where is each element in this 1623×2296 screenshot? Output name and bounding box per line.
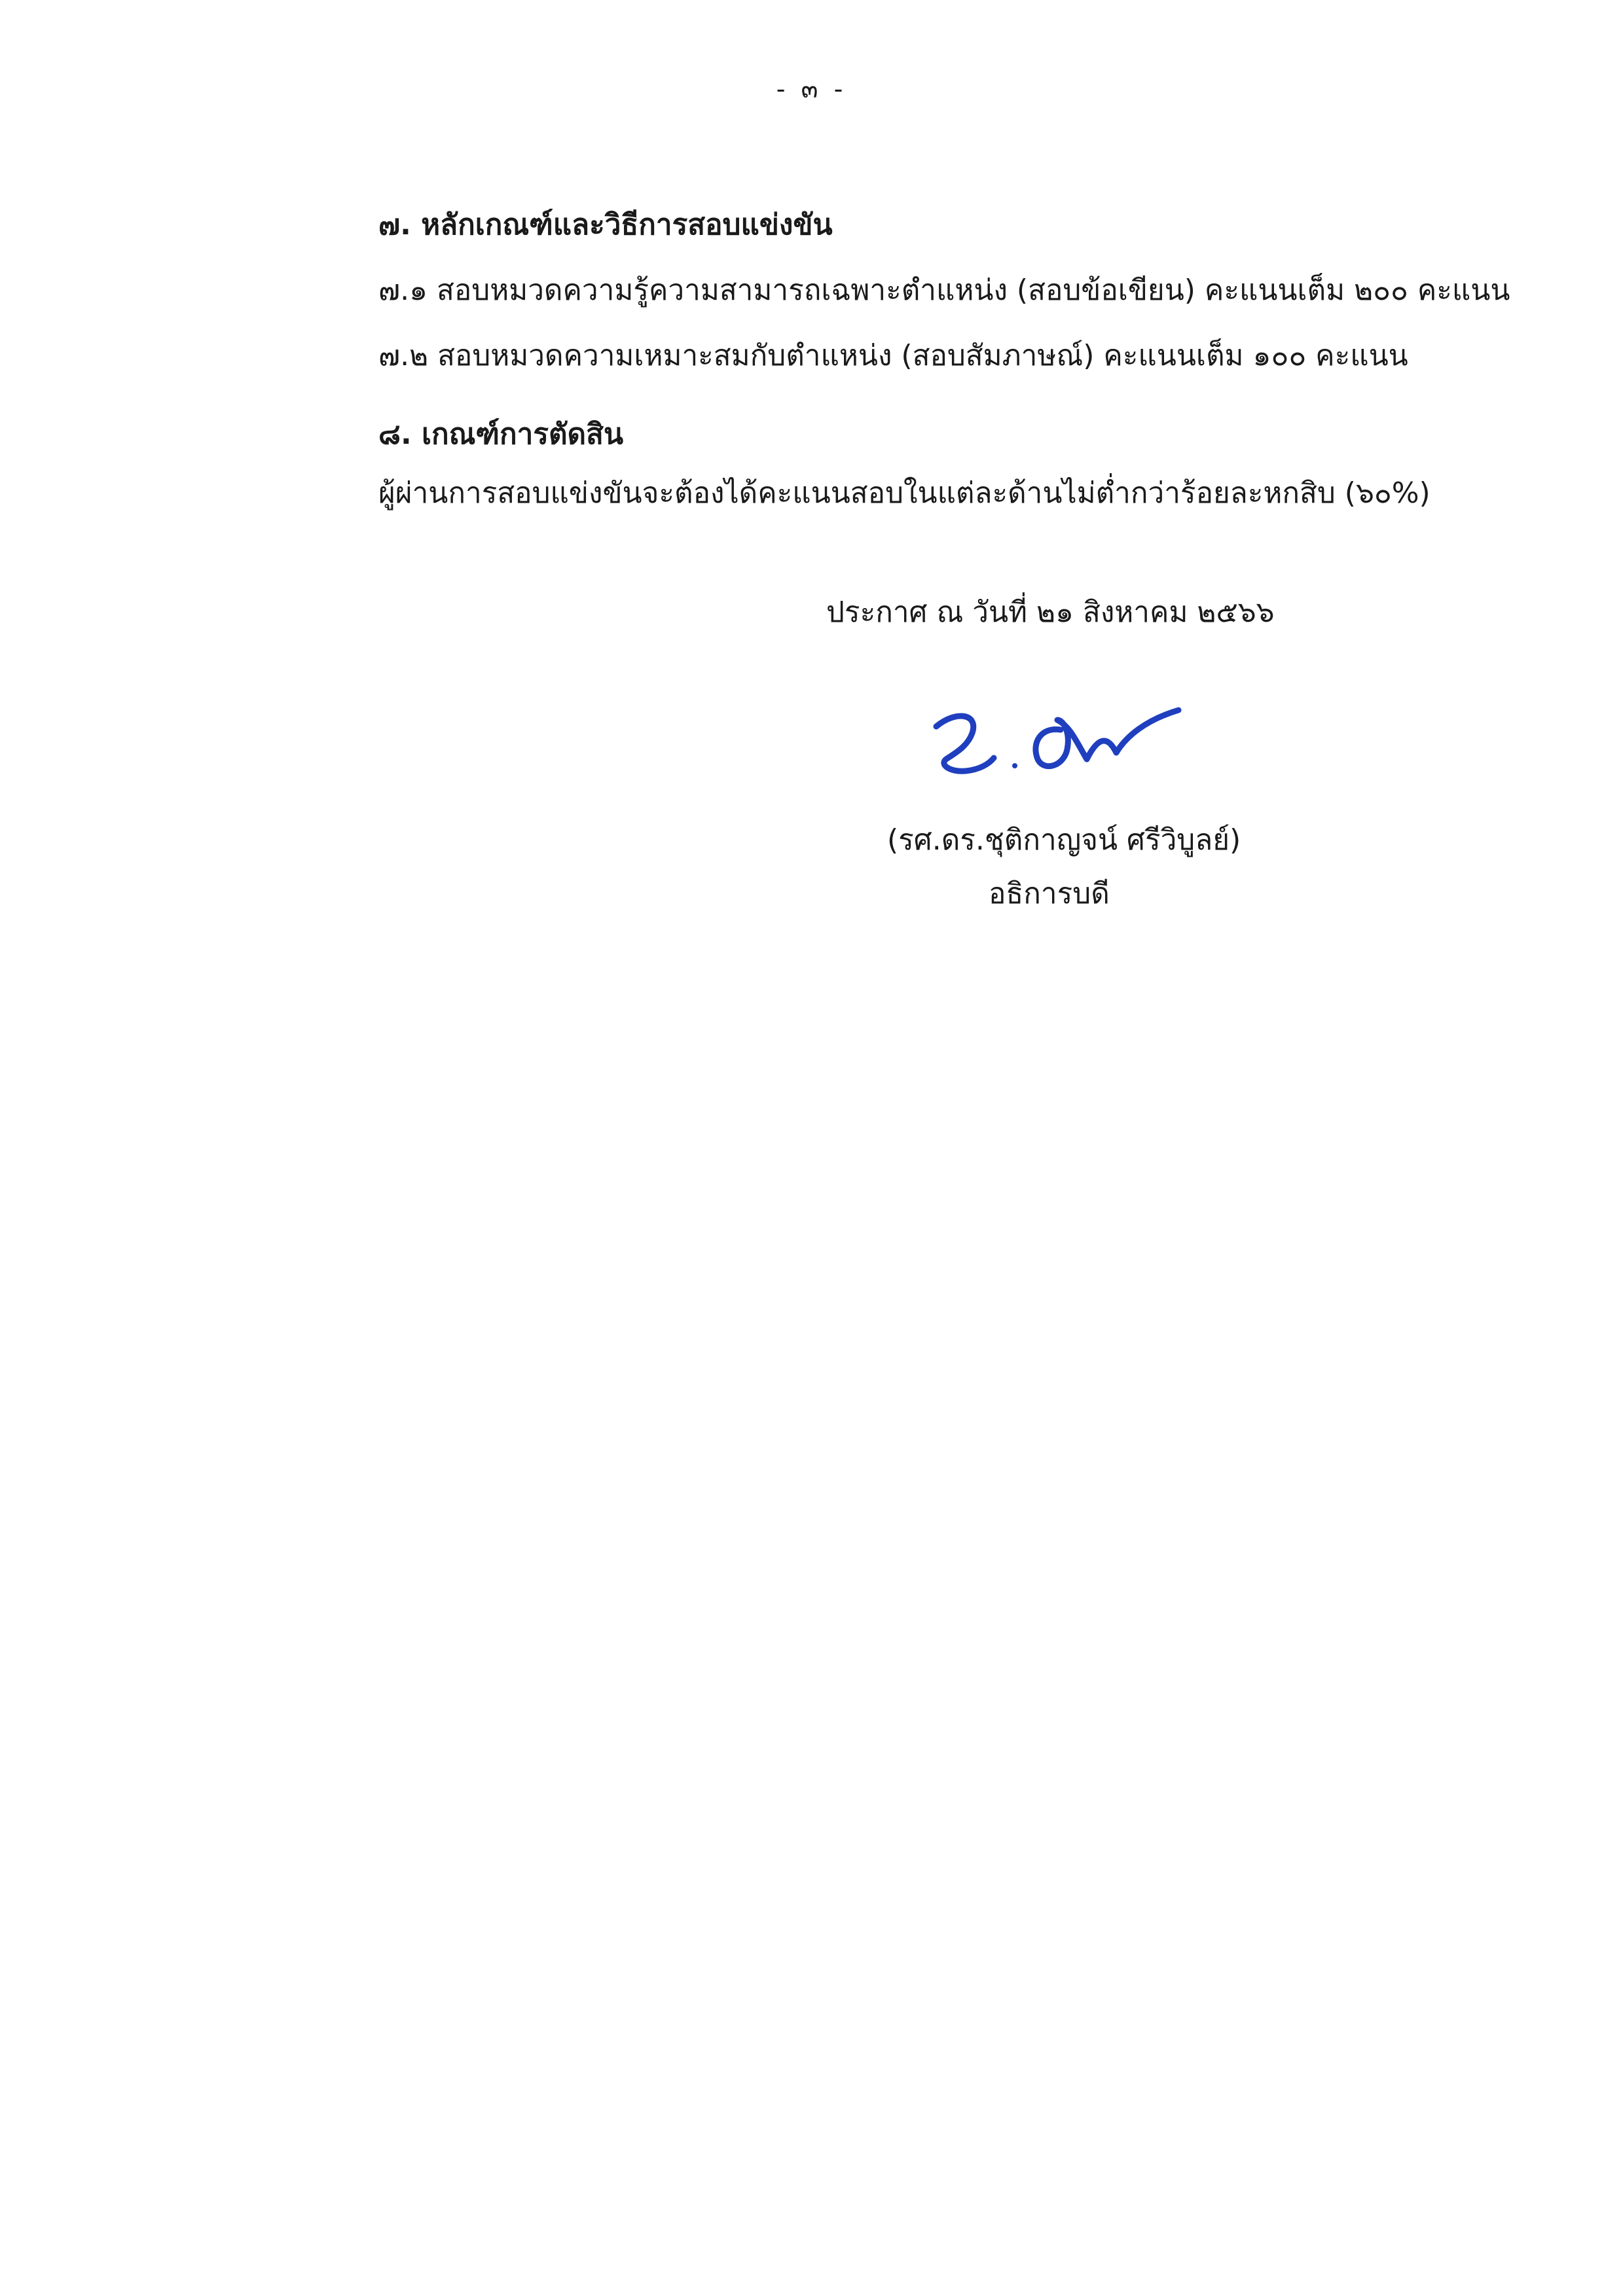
announcement-date: ประกาศ ณ วันที่ ๒๑ สิงหาคม ๒๕๖๖: [826, 596, 1275, 629]
section-7-item-2: ๗.๒ สอบหมวดความเหมาะสมกับตำแหน่ง (สอบสัมภาษณ์) คะแนนเต็ม ๑๐๐ คะแนน: [378, 339, 1408, 372]
signer-title: อธิการบดี: [989, 877, 1110, 910]
page-number: - ๓ -: [776, 75, 847, 103]
section-7-item-1: ๗.๑ สอบหมวดความรู้ความสามารถเฉพาะตำแหน่ง (สอบข้อเขียน) คะแนนเต็ม ๒๐๐ คะแนน: [378, 274, 1510, 307]
section-8-heading: ๘. เกณฑ์การตัดสิน: [378, 418, 624, 451]
section-7-heading: ๗. หลักเกณฑ์และวิธีการสอบแข่งขัน: [378, 208, 833, 242]
signature-image: [910, 681, 1198, 798]
section-8-text: ผู้ผ่านการสอบแข่งขันจะต้องได้คะแนนสอบในแต่ละด้านไม่ต่ำกว่าร้อยละหกสิบ (๖๐%): [378, 476, 1431, 510]
signer-name: (รศ.ดร.ชุติกาญจน์ ศรีวิบูลย์): [887, 823, 1241, 857]
